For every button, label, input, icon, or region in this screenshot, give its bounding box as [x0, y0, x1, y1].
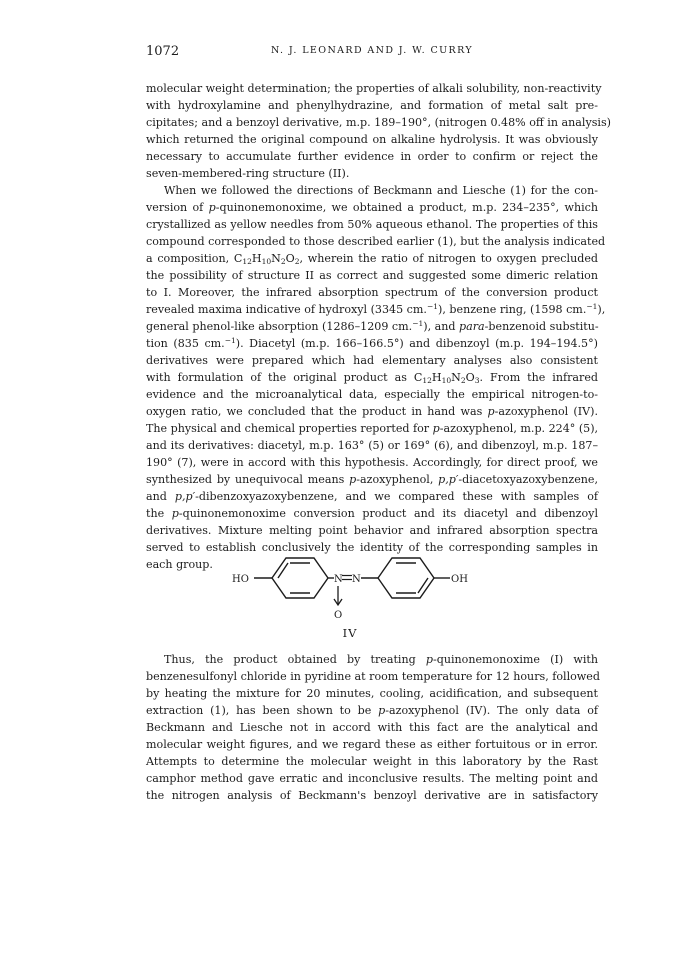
- text-run: ). Diacetyl (m.p. 166–166.5°) and dibenzoyl (m.p. 194–194.5°): [235, 337, 598, 350]
- text-run: ),: [597, 303, 606, 316]
- text-line: [146, 719, 598, 736]
- text-run: ), and: [423, 320, 460, 333]
- text-run: synthesized by unequivocal means: [146, 473, 350, 486]
- text-run: p: [378, 704, 386, 717]
- running-head: N. J. LEONARD AND J. W. CURRY: [270, 45, 474, 56]
- text-run: 3: [474, 376, 480, 385]
- text-run: general phenol-like absorption (1286–1209 cm.: [146, 320, 413, 333]
- text-run: 190° (7), were in accord with this hypothesis. Accordingly, for direct proof, we: [146, 456, 598, 469]
- azoxy-n2: N: [352, 574, 361, 585]
- text-run: served to establish conclusively the identity of the corresponding samples in: [146, 541, 598, 554]
- page-header: [146, 44, 598, 62]
- text-run: ), benzene ring, (1598 cm.: [438, 303, 587, 316]
- text-run: molecular weight determination; the properties of alkali solubility, non-reactivity: [146, 82, 602, 95]
- text-run: −1: [426, 302, 439, 311]
- text-run: tion (835 cm.: [146, 337, 225, 350]
- text-line: [146, 233, 606, 250]
- text-line: [146, 335, 598, 352]
- text-line: [146, 471, 598, 488]
- text-run: with formulation of the original product as C: [146, 371, 423, 384]
- text-line: [146, 702, 598, 719]
- text-run: H: [431, 371, 442, 384]
- text-run: -azoxyphenol, m.p. 224° (5),: [439, 422, 599, 435]
- text-line: [146, 403, 598, 420]
- text-run: p: [349, 473, 357, 486]
- page-number: 1072: [146, 44, 180, 59]
- text-line: [146, 284, 598, 301]
- text-line: [146, 352, 598, 369]
- text-run: p,p′: [438, 473, 459, 486]
- ho-group: HO: [232, 574, 249, 585]
- text-line: [146, 454, 598, 471]
- text-run: compound corresponded to those described earlier (1), but the analysis indicated: [146, 235, 606, 248]
- text-run: When we followed the directions of Beckmann and Liesche (1) for the con-: [164, 184, 598, 197]
- text-run: crystallized as yellow needles from 50% aqueous ethanol. The properties of this: [146, 218, 598, 231]
- text-run: evidence and the microanalytical data, especially the empirical nitrogen-to-: [146, 388, 598, 401]
- text-run: derivatives. Mixture melting point behavior and infrared absorption spectra: [146, 524, 598, 537]
- right-benzene-ring: [378, 558, 434, 598]
- text-run: −1: [586, 302, 598, 311]
- text-run: -azoxyphenol (IV). The only data of: [385, 704, 598, 717]
- text-line: [146, 668, 598, 685]
- text-line: [146, 182, 598, 199]
- text-run: camphor method gave erratic and inconclusive results. The melting point and: [146, 772, 598, 785]
- text-run: −1: [224, 336, 236, 345]
- text-line: [146, 148, 598, 165]
- left-benzene-ring: [272, 558, 328, 598]
- text-line: [146, 250, 598, 267]
- text-run: derivatives were prepared which had elementary analyses also consistent: [146, 354, 598, 367]
- text-line: [146, 736, 598, 753]
- text-line: [146, 131, 598, 148]
- text-line: [146, 770, 598, 787]
- text-run: N: [451, 371, 461, 384]
- text-run: H: [251, 252, 262, 265]
- text-run: 2: [280, 257, 286, 266]
- text-line: [146, 80, 602, 97]
- oh-group: OH: [451, 574, 468, 585]
- text-line: [146, 165, 598, 182]
- text-run: , wherein the ratio of nitrogen to oxygen precluded: [299, 252, 598, 265]
- text-line: [146, 787, 598, 804]
- text-run: Beckmann and Liesche not in accord with this fact are the analytical and: [146, 721, 598, 734]
- text-run: revealed maxima indicative of hydroxyl (3345 cm.: [146, 303, 427, 316]
- text-run: seven-membered-ring structure (II).: [146, 167, 350, 180]
- azoxy-n1: N: [334, 574, 343, 585]
- text-run: each group.: [146, 558, 213, 571]
- text-line: [146, 301, 606, 318]
- text-run: . From the infrared: [479, 371, 598, 384]
- text-run: -azoxyphenol,: [356, 473, 439, 486]
- text-run: p,p′: [174, 490, 196, 503]
- text-run: 12: [422, 376, 432, 385]
- text-line: [146, 97, 598, 114]
- text-run: by heating the mixture for 20 minutes, cooling, acidification, and subsequent: [146, 687, 598, 700]
- text-run: -diacetoxyazoxybenzene,: [458, 473, 598, 486]
- text-line: [146, 267, 598, 284]
- text-run: which returned the original compound on alkaline hydrolysis. It was obviously: [146, 133, 598, 146]
- text-line: [146, 216, 598, 233]
- body-text-lower: [146, 651, 598, 804]
- text-line: [146, 369, 598, 386]
- text-run: to I. Moreover, the infrared absorption spectrum of the conversion product: [146, 286, 598, 299]
- text-run: with hydroxylamine and phenylhydrazine, and formation of metal salt pre-: [146, 99, 598, 112]
- text-run: 10: [441, 376, 452, 385]
- text-run: the possibility of structure II as correct and suggested some dimeric relation: [146, 269, 598, 282]
- text-run: cipitates; and a benzoyl derivative, m.p. 189–190°, (nitrogen 0.48% off in analysis): [146, 116, 611, 129]
- text-run: N: [271, 252, 281, 265]
- text-run: and: [146, 490, 175, 503]
- text-run: benzenesulfonyl chloride in pyridine at room temperature for 12 hours, followed: [146, 670, 600, 683]
- text-run: p: [487, 405, 495, 418]
- text-run: 2: [460, 376, 466, 385]
- text-run: Attempts to determine the molecular weight in this laboratory by the Rast: [146, 755, 598, 768]
- text-line: [146, 685, 598, 702]
- text-run: p: [432, 422, 440, 435]
- text-line: [146, 420, 598, 437]
- text-run: -benzenoid substitu-: [484, 320, 599, 333]
- text-line: [146, 488, 598, 505]
- text-run: p: [208, 201, 216, 214]
- text-run: 10: [261, 257, 272, 266]
- text-run: Thus, the product obtained by treating: [164, 653, 426, 666]
- text-run: p: [425, 653, 433, 666]
- text-run: O: [285, 252, 295, 265]
- text-line: [146, 437, 598, 454]
- text-run: -quinonemonoxime conversion product and its diacetyl and dibenzoyl: [178, 507, 598, 520]
- text-run: -azoxyphenol (IV).: [494, 405, 599, 418]
- text-line: [146, 114, 611, 131]
- text-run: 2: [294, 257, 300, 266]
- text-line: [146, 318, 598, 335]
- text-run: the: [146, 507, 172, 520]
- text-run: −1: [412, 319, 424, 328]
- text-run: the nitrogen analysis of Beckmann's benzoyl derivative are in satisfactory: [146, 789, 598, 802]
- text-line: [146, 505, 598, 522]
- text-line: [146, 651, 598, 668]
- text-run: molecular weight figures, and we regard these as either fortuitous or in error.: [146, 738, 598, 751]
- text-run: -dibenzoxyazoxybenzene, and we compared these with samples of: [195, 490, 598, 503]
- text-run: necessary to accumulate further evidence in order to confirm or reject the: [146, 150, 598, 163]
- text-run: version of: [146, 201, 209, 214]
- text-run: extraction (1), has been shown to be: [146, 704, 379, 717]
- oxide-oxygen: O: [334, 610, 343, 621]
- text-line: [146, 386, 598, 403]
- text-run: 12: [242, 257, 252, 266]
- text-line: [146, 753, 598, 770]
- text-line: [146, 522, 598, 539]
- body-text-upper: [146, 80, 611, 573]
- text-run: p: [171, 507, 179, 520]
- text-run: a composition, C: [146, 252, 243, 265]
- text-run: The physical and chemical properties reported for: [146, 422, 433, 435]
- text-run: oxygen ratio, we concluded that the product in hand was: [146, 405, 488, 418]
- structure-iv-azoxyphenol: [230, 550, 470, 635]
- text-run: and its derivatives: diacetyl, m.p. 163° (5) or 169° (6), and dibenzoyl, m.p. 187–: [146, 439, 598, 452]
- text-line: [146, 199, 598, 216]
- text-run: -quinonemonoxime (I) with: [432, 653, 598, 666]
- structure-label: IV: [342, 626, 358, 640]
- text-run: O: [465, 371, 475, 384]
- text-run: para: [459, 320, 485, 333]
- text-run: -quinonemonoxime, we obtained a product, m.p. 234–235°, which: [215, 201, 598, 214]
